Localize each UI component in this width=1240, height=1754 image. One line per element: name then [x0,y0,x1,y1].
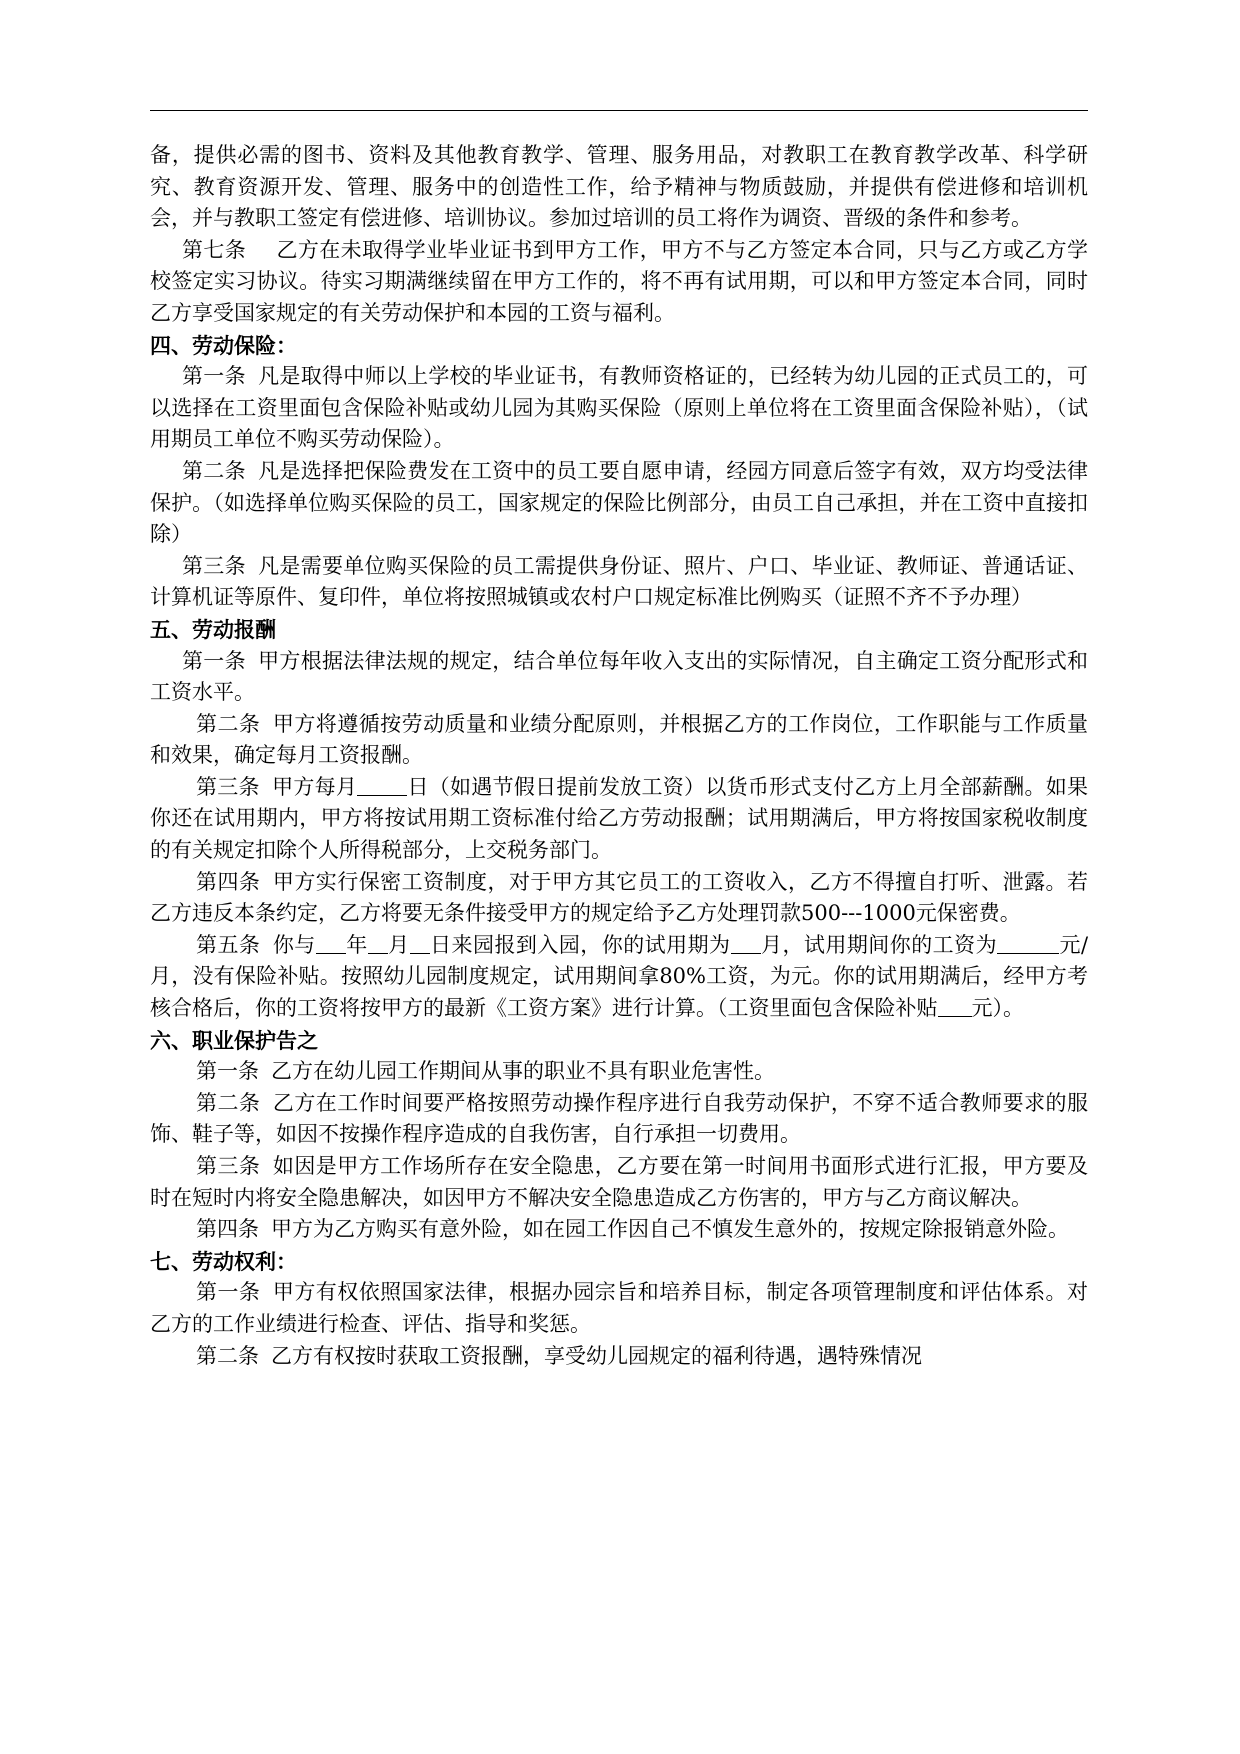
article-title: 第三条 [196,1154,261,1178]
section-6-heading: 六、职业保护告之 [150,1027,318,1053]
section-6-article-4 [150,1214,1088,1246]
article-title: 第一条 [196,1280,261,1305]
article-title: 第四条 [196,869,261,894]
section-4-article-1 [150,361,1088,456]
intro-paragraph [150,140,1088,235]
article-text: 甲方每月 [271,774,358,799]
article-text: 年 [345,932,368,957]
article-text: 凡是需要单位购买保险的员工需提供身份证、照片、户口、毕业证、教师证、普通话证、计算机证等原件、复印件，单位将按照城镇或农村户口规定标准比例购买（证照不齐不予办理） [150,553,1088,610]
article-text: 凡是选择把保险费发在工资中的员工要自愿申请，经园方同意后签字有效，双方均受法律保护。（如选择单位购买保险的员工，国家规定的保险比例部分，由员工自己承担，并在工资中直接扣除） [150,458,1088,547]
article-title: 第三条 [182,553,246,578]
article-title: 第七条 [182,237,247,262]
section-5-article-2 [150,709,1088,772]
probation-salary-blank [997,933,1059,954]
article-text: 月 [387,932,410,957]
section-5-article-5 [150,930,1088,1025]
header-rule [150,110,1088,111]
section-6-article-3 [150,1151,1088,1214]
article-text: 甲方有权依照国家法律，根据办园宗旨和培养目标，制定各项管理制度和评估体系。对乙方的工作业绩进行检查、评估、指导和奖惩。 [150,1280,1088,1336]
section-7-heading: 七、劳动权利： [150,1248,297,1274]
article-title: 第二条 [196,711,261,736]
payday-blank [357,775,407,796]
year-blank [316,933,346,954]
article-title: 第一条 [196,1059,259,1084]
article-title: 第二条 [196,1090,261,1115]
article-text: 甲方将遵循按劳动质量和业绩分配原则，并根据乙方的工作岗位，工作职能与工作质量和效果，确定每月工资报酬。 [150,711,1088,768]
section-7-article-2 [150,1341,1088,1373]
article-title: 第二条 [196,1343,259,1368]
section-7-article-1 [150,1277,1088,1340]
article-text: 元/月，没有保险补贴。按照幼儿园制度规定，试用期间拿80%工资，为元。你的试用期满后，经甲方考核合格后，你的工资将按甲方的最新《工资方案》进行计算。（工资里面包含保险补贴 [150,932,1089,1021]
article-7 [150,235,1088,330]
article-text: 乙方在幼儿园工作期间从事的职业不具有职业危害性。 [271,1059,775,1084]
article-title: 第二条 [182,458,246,483]
insurance-subsidy-blank [938,996,972,1017]
article-text: 甲方实行保密工资制度，对于甲方其它员工的工资收入，乙方不得擅自打听、泄露。若乙方违反本条约定，乙方将要无条件接受甲方的规定给予乙方处理罚款500---1000元保密费。 [150,869,1088,926]
day-blank [410,933,430,954]
section-6-article-2 [150,1088,1088,1151]
section-4-heading: 四、劳动保险： [150,332,297,358]
section-6-article-1 [150,1056,1088,1088]
probation-months-blank [731,933,761,954]
section-4-article-2 [150,456,1088,551]
intro-text: 备，提供必需的图书、资料及其他教育教学、管理、服务用品，对教职工在教育教学改革、科学研究、教育资源开发、管理、服务中的创造性工作，给予精神与物质鼓励，并提供有偿进修和培训机会，并与教职工签定有偿进修、培训协议。参加过培训的员工将作为调资、晋级的条件和参考。 [150,143,1088,231]
article-title: 第五条 [196,932,261,957]
section-5-article-1 [150,646,1088,709]
article-text: 乙方有权按时获取工资报酬，享受幼儿园规定的福利待遇，遇特殊情况 [271,1343,922,1368]
article-text: 元）。 [971,996,1024,1021]
article-title: 第一条 [182,648,246,673]
article-text: 凡是取得中师以上学校的毕业证书，有教师资格证的，已经转为幼儿园的正式员工的，可以选择在工资里面包含保险补贴或幼儿园为其购买保险（原则上单位将在工资里面含保险补贴），（试用期员工单位不购买劳动保险）。 [150,364,1088,452]
article-title: 第一条 [182,364,246,389]
document-body [150,140,1088,1372]
article-text: 你与 [272,932,316,957]
article-text: 日（如遇节假日提前发放工资）以货币形式支付乙方上月全部薪酬。如果你还在试用期内，甲方将按试用期工资标准付给乙方劳动报酬；试用期满后，甲方将按国家税收制度的有关规定扣除个人所得税部分，上交税务部门。 [150,774,1089,863]
article-text: 日来园报到入园，你的试用期为 [429,932,731,957]
section-5-heading: 五、劳动报酬 [150,616,276,642]
article-text: 乙方在工作时间要严格按照劳动操作程序进行自我劳动保护，不穿不适合教师要求的服饰、鞋子等，如因不按操作程序造成的自我伤害，自行承担一切费用。 [150,1090,1088,1147]
section-4-article-3 [150,551,1088,614]
article-text: 甲方为乙方购买有意外险，如在园工作因自己不慎发生意外的，按规定除报销意外险。 [271,1217,1069,1242]
month-blank [368,933,388,954]
article-title: 第四条 [196,1217,259,1242]
article-text: 甲方根据法律法规的规定，结合单位每年收入支出的实际情况，自主确定工资分配形式和工资水平。 [150,648,1088,705]
article-text: 如因是甲方工作场所存在安全隐患，乙方要在第一时间用书面形式进行汇报，甲方要及时在短时内将安全隐患解决，如因甲方不解决安全隐患造成乙方伤害的，甲方与乙方商议解决。 [150,1154,1088,1210]
article-title: 第三条 [196,774,260,799]
section-5-article-3 [150,772,1088,867]
article-text: 乙方在未取得学业毕业证书到甲方工作，甲方不与乙方签定本合同，只与乙方或乙方学校签定实习协议。待实习期满继续留在甲方工作的，将不再有试用期，可以和甲方签定本合同，同时乙方享受国家规定的有关劳动保护和本园的工资与福利。 [150,237,1089,325]
section-5-article-4 [150,867,1088,930]
article-text: 月，试用期间你的工资为 [760,932,998,957]
